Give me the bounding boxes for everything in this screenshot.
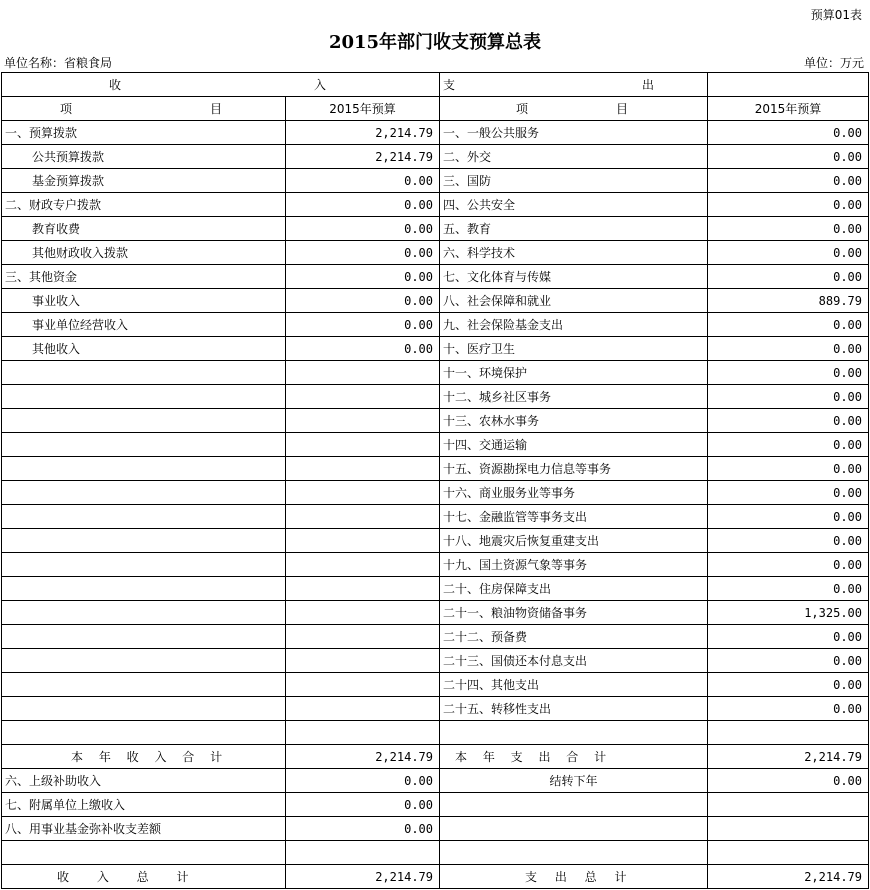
expense-item: 十一、环境保护 [440, 361, 708, 385]
table-row [2, 217, 869, 241]
income-item [2, 625, 286, 649]
income-header-left: 收 [109, 78, 122, 92]
income-item: 一、预算拨款 [2, 121, 286, 145]
expense-value: 0.00 [708, 409, 869, 433]
expense-value [708, 817, 869, 841]
expense-value: 0.00 [708, 769, 869, 793]
expense-value: 0.00 [708, 433, 869, 457]
income-item: 八、用事业基金弥补收支差额 [2, 817, 286, 841]
unit-label: 单位：万元 [803, 56, 864, 70]
expense-item: 九、社会保险基金支出 [440, 313, 708, 337]
expense-value: 0.00 [708, 217, 869, 241]
expense-item: 十二、城乡社区事务 [440, 385, 708, 409]
income-item [2, 433, 286, 457]
expense-value: 0.00 [708, 457, 869, 481]
table-row [2, 505, 869, 529]
expense-value [708, 721, 869, 745]
expense-value: 0.00 [708, 361, 869, 385]
income-item: 教育收费 [2, 217, 286, 241]
expense-item: 十、医疗卫生 [440, 337, 708, 361]
expense-item [440, 817, 708, 841]
table-row [2, 457, 869, 481]
expense-item-left: 项 [516, 102, 529, 116]
expense-value: 0.00 [708, 649, 869, 673]
income-item: 二、财政专户拨款 [2, 193, 286, 217]
grand-income-total-value: 2,214.79 [286, 865, 440, 889]
expense-item: 二十四、其他支出 [440, 673, 708, 697]
table-row [2, 409, 869, 433]
table-row [2, 265, 869, 289]
income-header-right: 入 [313, 78, 326, 92]
extra-row [2, 793, 869, 817]
income-item [2, 721, 286, 745]
grand-total-row [2, 865, 869, 889]
table-row [2, 361, 869, 385]
income-item-header [2, 97, 286, 121]
income-header [2, 73, 440, 97]
expense-item: 十三、农林水事务 [440, 409, 708, 433]
expense-item: 结转下年 [440, 769, 708, 793]
income-item: 七、附属单位上缴收入 [2, 793, 286, 817]
table-row [2, 241, 869, 265]
expense-value: 0.00 [708, 169, 869, 193]
expense-header-blank [708, 73, 869, 97]
income-value: 0.00 [286, 817, 440, 841]
expense-item: 十四、交通运输 [440, 433, 708, 457]
extra-row [2, 769, 869, 793]
income-item [2, 649, 286, 673]
expense-value: 0.00 [708, 577, 869, 601]
expense-value: 0.00 [708, 337, 869, 361]
table-row [2, 145, 869, 169]
grand-expense-total-text: 支 出 总 计 [525, 870, 627, 884]
year-expense-total-label [440, 745, 708, 769]
expense-value: 0.00 [708, 145, 869, 169]
expense-item: 二十一、粮油物资储备事务 [440, 601, 708, 625]
income-value: 0.00 [286, 793, 440, 817]
income-value [286, 409, 440, 433]
table-row [2, 673, 869, 697]
table-row [2, 529, 869, 553]
year-expense-total-text: 本 年 支 出 合 计 [455, 750, 613, 764]
income-value [286, 385, 440, 409]
year-total-row [2, 745, 869, 769]
income-item: 事业单位经营收入 [2, 313, 286, 337]
form-code: 预算01表 [810, 8, 862, 22]
income-value: 0.00 [286, 241, 440, 265]
income-item: 基金预算拨款 [2, 169, 286, 193]
expense-value: 0.00 [708, 529, 869, 553]
income-value [286, 601, 440, 625]
expense-item: 六、科学技术 [440, 241, 708, 265]
income-item [2, 457, 286, 481]
expense-item: 二十二、预备费 [440, 625, 708, 649]
expense-value [708, 793, 869, 817]
income-item [2, 409, 286, 433]
header-row-1 [2, 73, 869, 97]
income-value [286, 553, 440, 577]
header-row-2 [2, 97, 869, 121]
extra-row [2, 817, 869, 841]
income-item [2, 505, 286, 529]
grand-expense-total-label [440, 865, 708, 889]
expense-item: 二、外交 [440, 145, 708, 169]
table-row [2, 385, 869, 409]
expense-item: 十七、金融监管等事务支出 [440, 505, 708, 529]
expense-value: 0.00 [708, 241, 869, 265]
grand-income-total-label [2, 865, 286, 889]
table-row [2, 697, 869, 721]
income-value: 0.00 [286, 313, 440, 337]
income-value [286, 577, 440, 601]
income-item [2, 577, 286, 601]
expense-value: 0.00 [708, 481, 869, 505]
income-value: 2,214.79 [286, 145, 440, 169]
income-value [286, 625, 440, 649]
table-row [2, 169, 869, 193]
income-value: 0.00 [286, 289, 440, 313]
income-item [2, 385, 286, 409]
budget-table [1, 72, 869, 889]
year-income-total-value: 2,214.79 [286, 745, 440, 769]
income-item [2, 601, 286, 625]
income-value [286, 457, 440, 481]
income-value [286, 721, 440, 745]
income-item: 六、上级补助收入 [2, 769, 286, 793]
income-value: 0.00 [286, 193, 440, 217]
income-value [286, 481, 440, 505]
expense-value: 0.00 [708, 505, 869, 529]
income-item [2, 481, 286, 505]
income-item: 其他财政收入拨款 [2, 241, 286, 265]
income-value [286, 361, 440, 385]
table-row [2, 433, 869, 457]
income-value [286, 673, 440, 697]
income-item [2, 361, 286, 385]
income-value [286, 529, 440, 553]
income-value: 0.00 [286, 337, 440, 361]
expense-header-right: 出 [641, 78, 654, 92]
income-item: 事业收入 [2, 289, 286, 313]
table-row [2, 553, 869, 577]
expense-item: 十六、商业服务业等事务 [440, 481, 708, 505]
expense-value: 0.00 [708, 121, 869, 145]
expense-header [440, 73, 708, 97]
unit-name: 单位名称：省粮食局 [4, 56, 113, 70]
expense-item: 五、教育 [440, 217, 708, 241]
expense-item: 三、国防 [440, 169, 708, 193]
table-row [2, 625, 869, 649]
expense-item: 十八、地震灾后恢复重建支出 [440, 529, 708, 553]
income-value [286, 841, 440, 865]
income-item [2, 553, 286, 577]
income-value: 2,214.79 [286, 121, 440, 145]
expense-header-left: 支 [443, 78, 456, 92]
expense-value: 0.00 [708, 193, 869, 217]
income-item: 公共预算拨款 [2, 145, 286, 169]
expense-item [440, 793, 708, 817]
expense-value: 1,325.00 [708, 601, 869, 625]
income-value: 0.00 [286, 265, 440, 289]
expense-item: 十五、资源勘探电力信息等事务 [440, 457, 708, 481]
expense-item [440, 841, 708, 865]
expense-item: 二十三、国债还本付息支出 [440, 649, 708, 673]
income-value: 0.00 [286, 217, 440, 241]
table-row [2, 193, 869, 217]
expense-value: 0.00 [708, 553, 869, 577]
expense-value: 0.00 [708, 385, 869, 409]
table-row [2, 337, 869, 361]
expense-item-right: 目 [615, 102, 628, 116]
expense-budget-header: 2015年预算 [708, 97, 869, 121]
expense-item: 一、一般公共服务 [440, 121, 708, 145]
income-item [2, 673, 286, 697]
income-item [2, 697, 286, 721]
extra-row [2, 841, 869, 865]
table-row [2, 577, 869, 601]
income-item [2, 529, 286, 553]
table-row [2, 481, 869, 505]
income-value [286, 649, 440, 673]
expense-item: 十九、国土资源气象等事务 [440, 553, 708, 577]
table-row [2, 721, 869, 745]
income-value [286, 433, 440, 457]
expense-value: 889.79 [708, 289, 869, 313]
income-item [2, 841, 286, 865]
table-row [2, 289, 869, 313]
income-budget-header: 2015年预算 [286, 97, 440, 121]
expense-value: 0.00 [708, 265, 869, 289]
expense-item: 二十、住房保障支出 [440, 577, 708, 601]
income-value: 0.00 [286, 169, 440, 193]
year-income-total-text: 本 年 收 入 合 计 [71, 750, 229, 764]
expense-value: 0.00 [708, 673, 869, 697]
year-expense-total-value: 2,214.79 [708, 745, 869, 769]
grand-income-total-text: 收 入 总 计 [57, 870, 189, 884]
table-row [2, 121, 869, 145]
income-item-left: 项 [60, 102, 73, 116]
grand-expense-total-value: 2,214.79 [708, 865, 869, 889]
income-value [286, 697, 440, 721]
expense-value: 0.00 [708, 697, 869, 721]
table-row [2, 313, 869, 337]
expense-item: 四、公共安全 [440, 193, 708, 217]
expense-value [708, 841, 869, 865]
expense-value: 0.00 [708, 313, 869, 337]
expense-item: 八、社会保障和就业 [440, 289, 708, 313]
income-value: 0.00 [286, 769, 440, 793]
expense-item [440, 721, 708, 745]
income-item-right: 目 [209, 102, 222, 116]
expense-item: 七、文化体育与传媒 [440, 265, 708, 289]
expense-item-header [440, 97, 708, 121]
income-value [286, 505, 440, 529]
page-title: 2015年部门收支预算总表 [328, 32, 542, 53]
table-row [2, 601, 869, 625]
income-item: 三、其他资金 [2, 265, 286, 289]
year-income-total-label [2, 745, 286, 769]
income-item: 其他收入 [2, 337, 286, 361]
table-row [2, 649, 869, 673]
expense-item: 二十五、转移性支出 [440, 697, 708, 721]
expense-value: 0.00 [708, 625, 869, 649]
